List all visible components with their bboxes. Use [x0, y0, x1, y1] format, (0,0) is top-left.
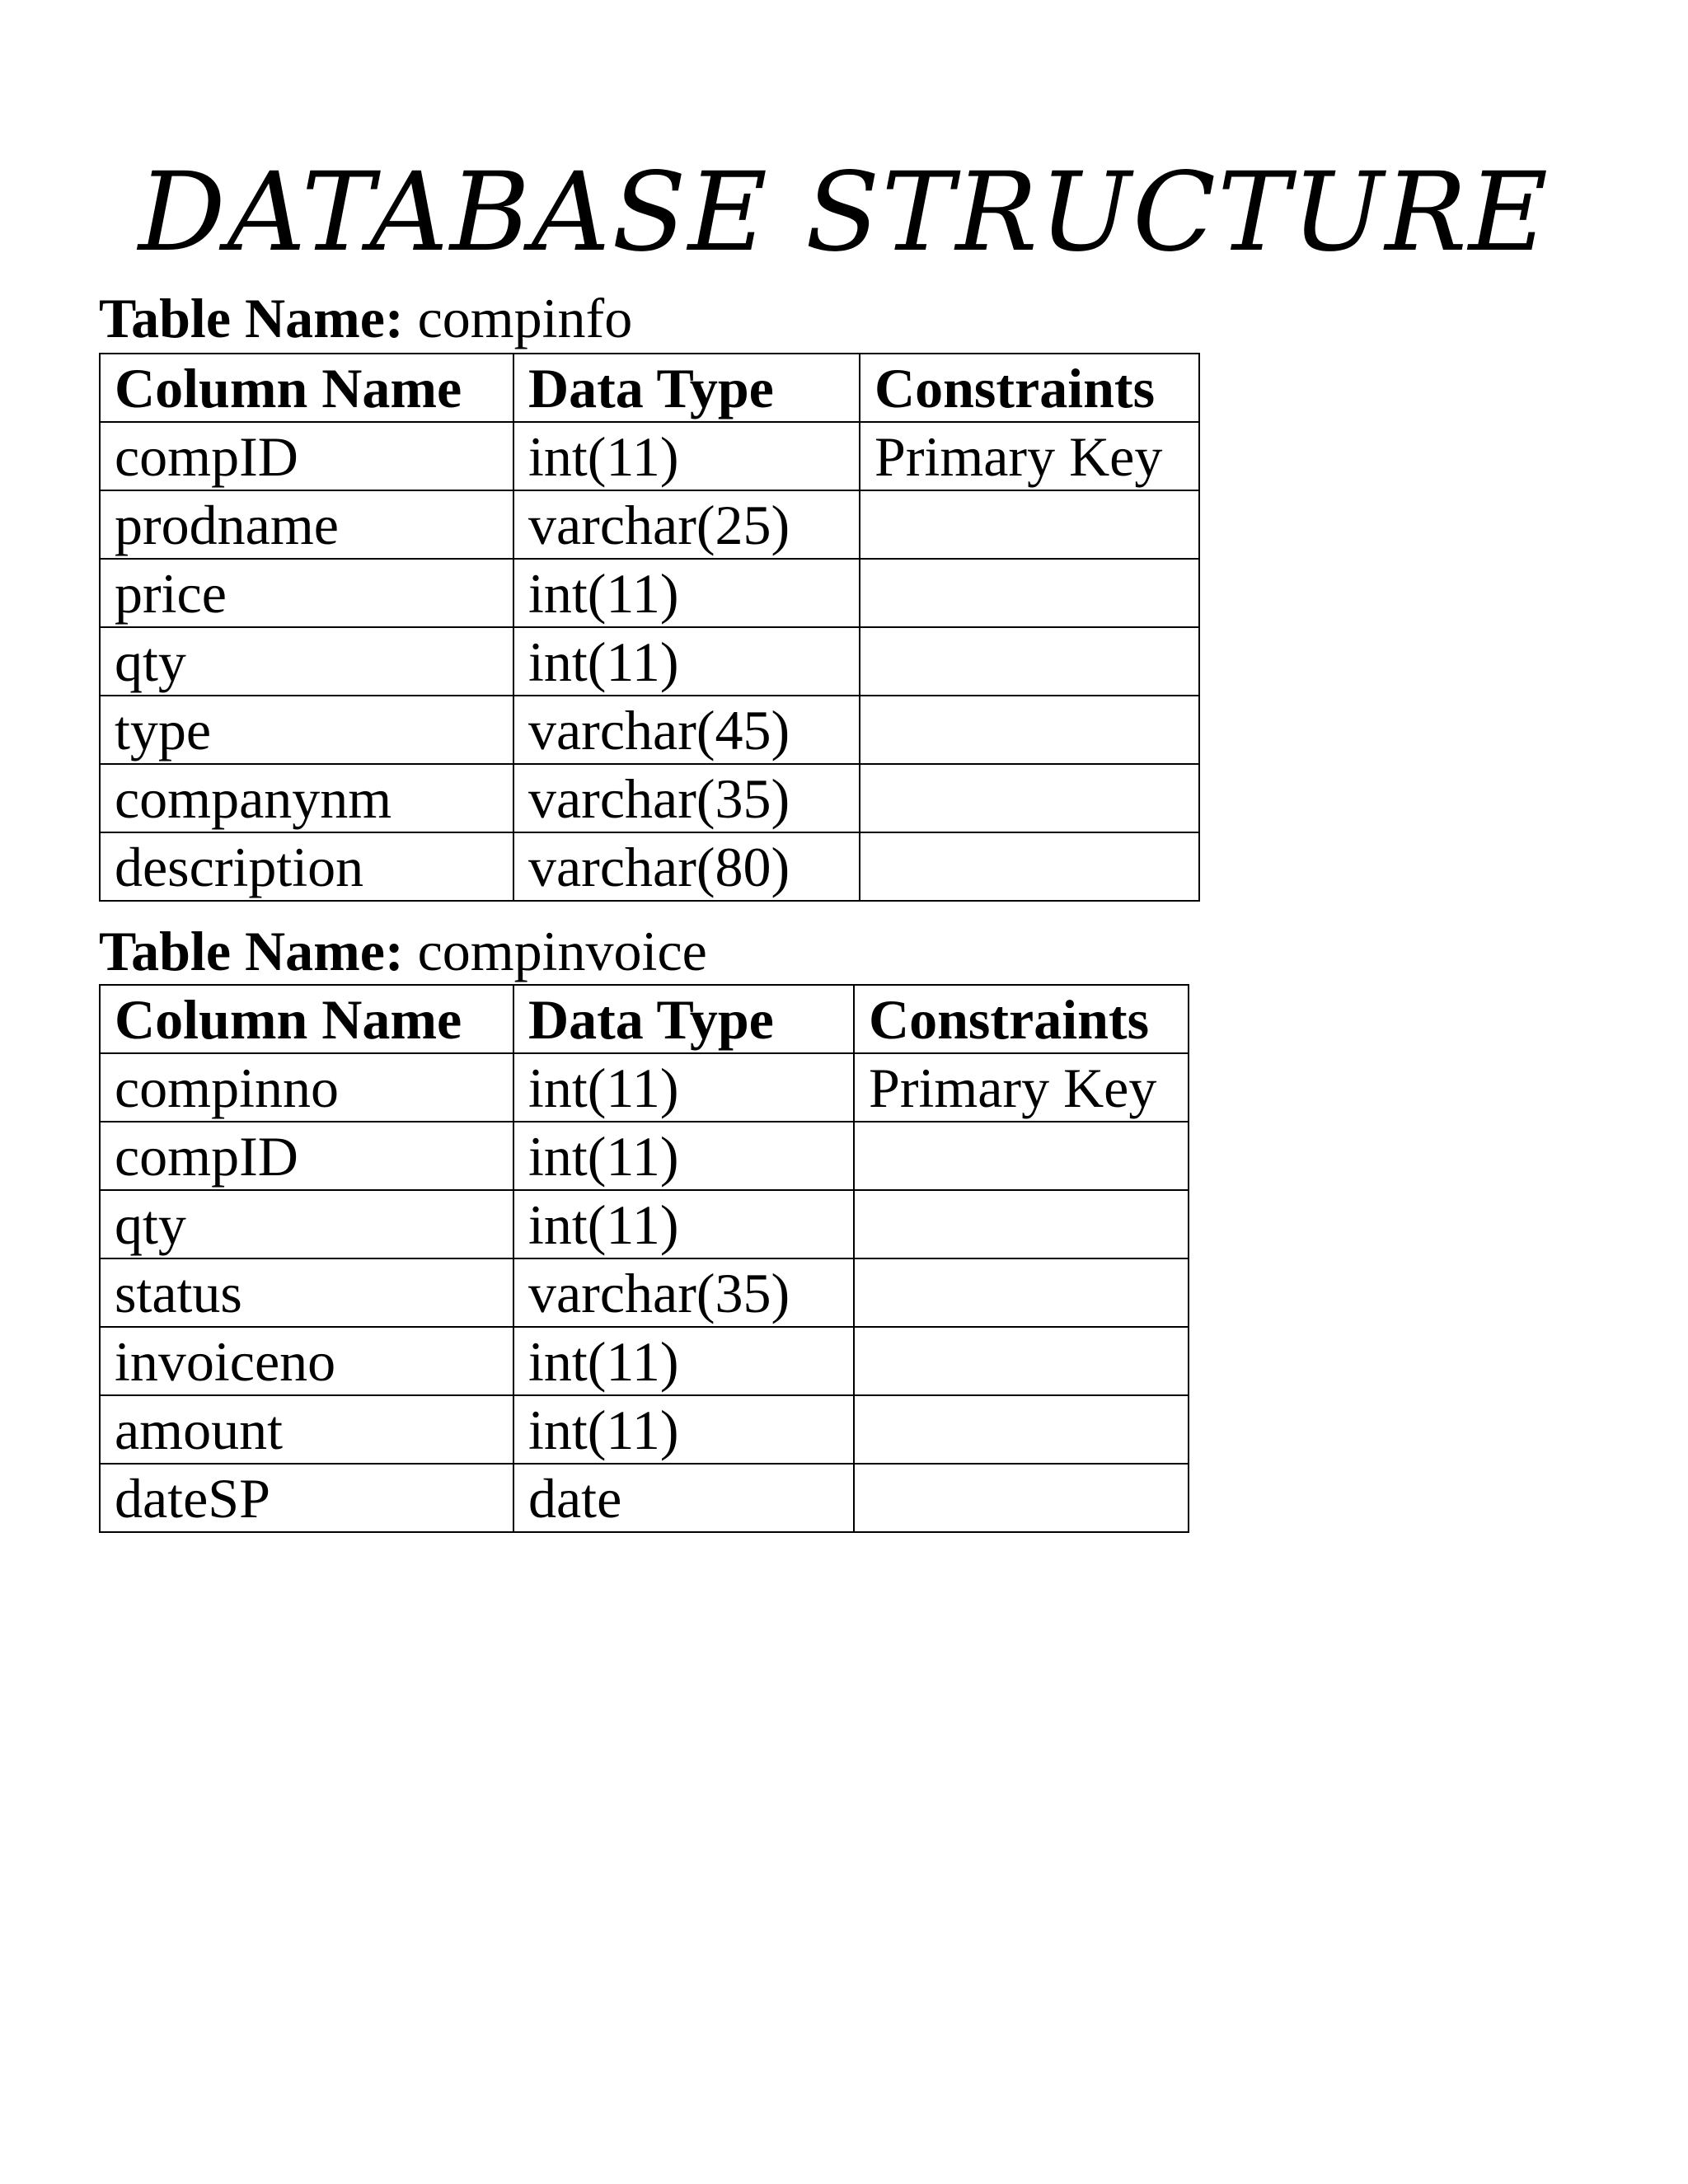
- table-name-value: compinfo: [417, 287, 633, 349]
- cell-column-name: invoiceno: [100, 1327, 513, 1395]
- cell-constraints: [860, 832, 1199, 901]
- cell-data-type: varchar(80): [513, 832, 860, 901]
- table-row: [100, 627, 1199, 696]
- cell-data-type: int(11): [513, 627, 860, 696]
- header-column-name: Column Name: [100, 985, 513, 1053]
- cell-column-name: amount: [100, 1395, 513, 1464]
- cell-column-name: qty: [100, 627, 513, 696]
- cell-data-type: int(11): [513, 1327, 854, 1395]
- cell-constraints: [854, 1258, 1189, 1327]
- cell-column-name: compID: [100, 422, 513, 490]
- table-row: [100, 832, 1199, 901]
- compinfo-table: [99, 353, 1200, 902]
- cell-constraints: [860, 696, 1199, 764]
- cell-column-name: description: [100, 832, 513, 901]
- cell-data-type: int(11): [513, 1190, 854, 1258]
- header-row: [100, 985, 1189, 1053]
- table-row: [100, 1327, 1189, 1395]
- cell-column-name: prodname: [100, 490, 513, 559]
- cell-data-type: varchar(35): [513, 1258, 854, 1327]
- cell-column-name: status: [100, 1258, 513, 1327]
- table-row: [100, 490, 1199, 559]
- header-constraints: Constraints: [854, 985, 1189, 1053]
- table-row: [100, 696, 1199, 764]
- table-name-label: Table Name:: [99, 287, 404, 349]
- header-constraints: Constraints: [860, 354, 1199, 422]
- page-title: DATABASE STRUCTURE: [138, 149, 1550, 276]
- table-row: [100, 1258, 1189, 1327]
- cell-constraints: Primary Key: [860, 422, 1199, 490]
- cell-column-name: qty: [100, 1190, 513, 1258]
- table-row: [100, 1053, 1189, 1122]
- cell-constraints: [854, 1464, 1189, 1532]
- cell-column-name: compinno: [100, 1053, 513, 1122]
- cell-data-type: varchar(25): [513, 490, 860, 559]
- cell-data-type: varchar(45): [513, 696, 860, 764]
- cell-constraints: [860, 490, 1199, 559]
- cell-data-type: date: [513, 1464, 854, 1532]
- cell-constraints: [860, 627, 1199, 696]
- cell-data-type: int(11): [513, 1122, 854, 1190]
- cell-constraints: [854, 1122, 1189, 1190]
- cell-column-name: price: [100, 559, 513, 627]
- table-name-label: Table Name:: [99, 920, 404, 982]
- table-row: [100, 422, 1199, 490]
- cell-column-name: type: [100, 696, 513, 764]
- cell-constraints: [854, 1327, 1189, 1395]
- table-row: [100, 1395, 1189, 1464]
- table-row: [100, 1122, 1189, 1190]
- cell-column-name: dateSP: [100, 1464, 513, 1532]
- cell-data-type: varchar(35): [513, 764, 860, 832]
- compinvoice-table: [99, 984, 1189, 1533]
- header-data-type: Data Type: [513, 354, 860, 422]
- table-heading-compinvoice: [99, 918, 707, 984]
- cell-constraints: [854, 1190, 1189, 1258]
- table-row: [100, 559, 1199, 627]
- table-row: [100, 764, 1199, 832]
- header-data-type: Data Type: [513, 985, 854, 1053]
- header-column-name: Column Name: [100, 354, 513, 422]
- cell-data-type: int(11): [513, 422, 860, 490]
- cell-constraints: [860, 559, 1199, 627]
- table-name-value: compinvoice: [417, 920, 707, 982]
- cell-data-type: int(11): [513, 1053, 854, 1122]
- table-row: [100, 1464, 1189, 1532]
- cell-column-name: companynm: [100, 764, 513, 832]
- header-row: [100, 354, 1199, 422]
- table-heading-compinfo: [99, 285, 632, 351]
- cell-constraints: [854, 1395, 1189, 1464]
- cell-constraints: Primary Key: [854, 1053, 1189, 1122]
- cell-data-type: int(11): [513, 559, 860, 627]
- cell-data-type: int(11): [513, 1395, 854, 1464]
- cell-constraints: [860, 764, 1199, 832]
- table-row: [100, 1190, 1189, 1258]
- cell-column-name: compID: [100, 1122, 513, 1190]
